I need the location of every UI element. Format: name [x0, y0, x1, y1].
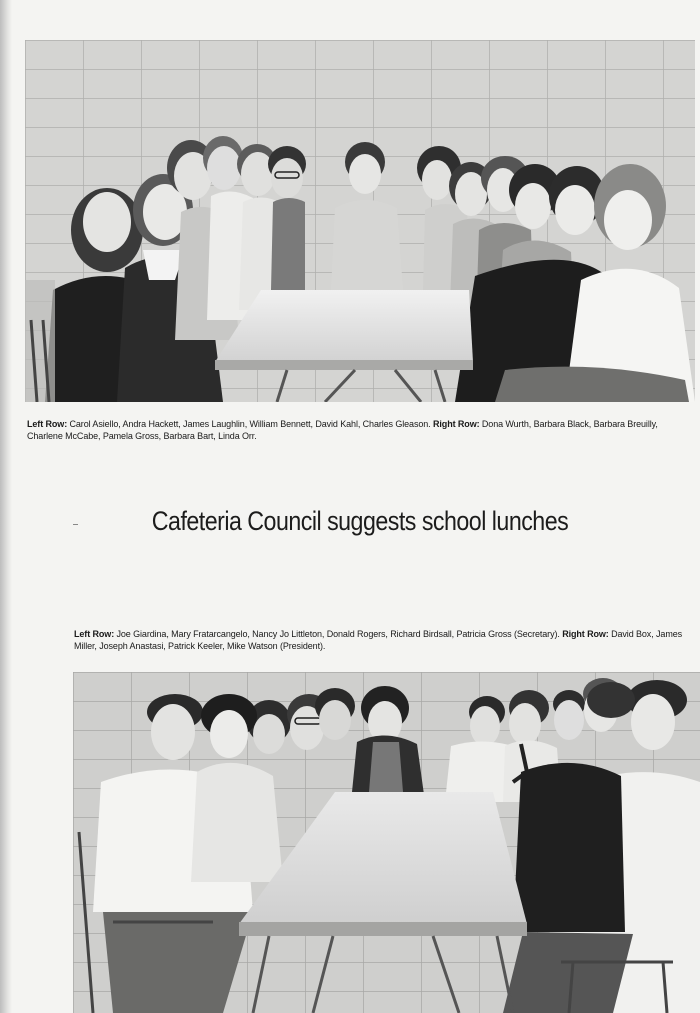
- top-group-photo: [25, 40, 695, 402]
- bottom-right-row-names: David Box, James Miller, Joseph Anastasi, Patrick Keeler, Mike Watson (President).: [74, 629, 683, 651]
- top-left-row-names: Carol Asiello, Andra Hackett, James Laughlin, William Bennett, David Kahl, Charles Gleason.: [69, 419, 431, 429]
- bottom-group-photo: [73, 672, 700, 1013]
- top-left-row-label: Left Row:: [27, 419, 68, 429]
- bottom-left-row-label: Left Row:: [74, 629, 115, 639]
- page-binding-shadow: [0, 0, 12, 1013]
- page-title: Cafeteria Council suggests school lunches: [151, 506, 569, 536]
- top-right-row-label: Right Row:: [433, 419, 480, 429]
- bottom-right-row-label: Right Row:: [562, 629, 609, 639]
- bottom-photo-caption: [74, 629, 696, 652]
- top-photo-caption: [27, 419, 695, 442]
- top-right-row-names: Dona Wurth, Barbara Black, Barbara Breuilly, Charlene McCabe, Pamela Gross, Barbara Bart, Linda Orr.: [27, 419, 658, 441]
- print-speck: [73, 524, 78, 525]
- bottom-left-row-names: Joe Giardina, Mary Fratarcangelo, Nancy Jo Littleton, Donald Rogers, Richard Birdsall, Patricia Gross (Secretary).: [116, 629, 560, 639]
